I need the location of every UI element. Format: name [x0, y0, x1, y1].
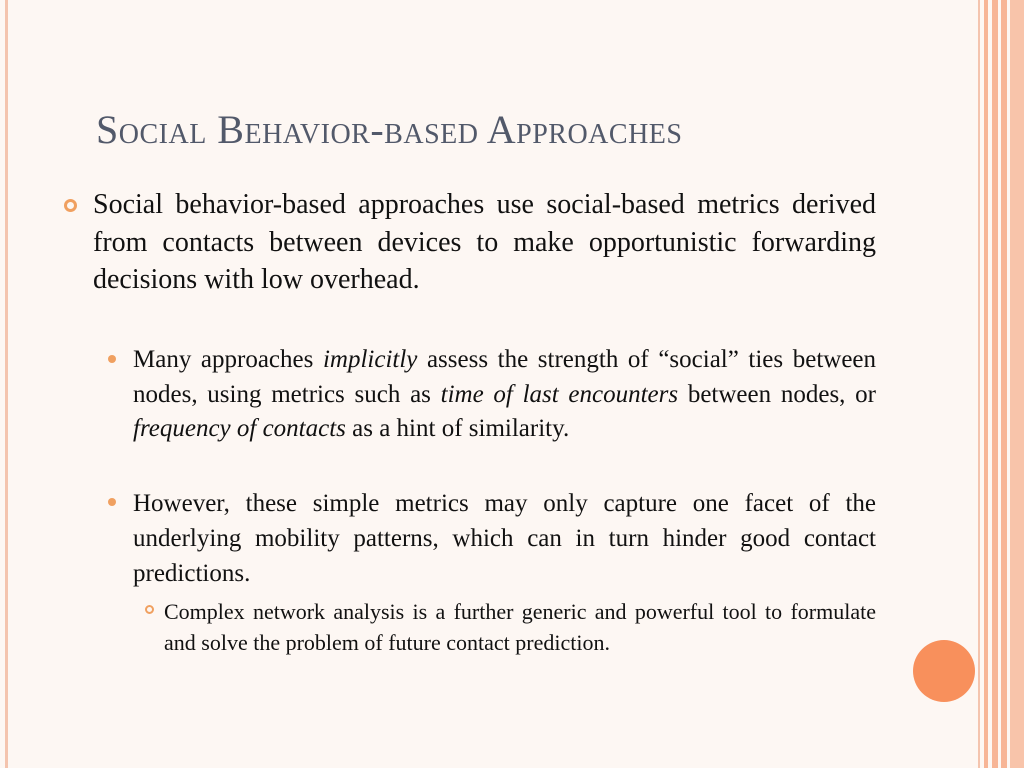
slide-title: Social Behavior-based Approaches — [96, 107, 683, 152]
bullet-sub-1-text-4: as a hint of similarity. — [345, 415, 570, 442]
bullet-dot-icon — [108, 498, 116, 506]
right-stripe-3 — [992, 0, 998, 768]
right-stripe-4 — [1001, 0, 1007, 768]
bullet-sub-1-italic-3: frequency of contacts — [133, 415, 346, 442]
bullet-sub-1-text-1: Many approaches — [133, 346, 323, 373]
bullet-subsub-1: Complex network analysis is a further generic and powerful tool to formulate and solve the problem of future contact prediction. — [164, 599, 876, 655]
bullet-sub-1-italic-1: implicitly — [322, 346, 418, 373]
bullet-sub-1-text-3: between nodes, or — [678, 380, 876, 408]
right-stripe-5 — [1010, 0, 1024, 768]
right-stripe-1 — [978, 0, 980, 768]
bullet-sub-1-text-2: assess the strength of “social” ties between nodes, using metrics such as — [133, 346, 877, 408]
bullet-ring-small-icon — [145, 605, 154, 614]
bullet-ring-icon — [64, 199, 77, 212]
decorative-circle — [913, 640, 975, 702]
bullet-sub-1 — [133, 343, 876, 447]
right-stripe-2 — [984, 0, 988, 768]
bullet-sub-1-italic-2: time of last encounters — [440, 380, 679, 408]
left-frame-line — [5, 0, 8, 768]
bullet-main: Social behavior-based approaches use social-based metrics derived from contacts between devices to make opportunistic forwarding decisions with low overhead. — [93, 189, 876, 295]
bullet-dot-icon — [108, 355, 116, 363]
bullet-sub-2: However, these simple metrics may only capture one facet of the underlying mobility patterns, which can in turn hinder good contact predictions. — [133, 490, 876, 587]
